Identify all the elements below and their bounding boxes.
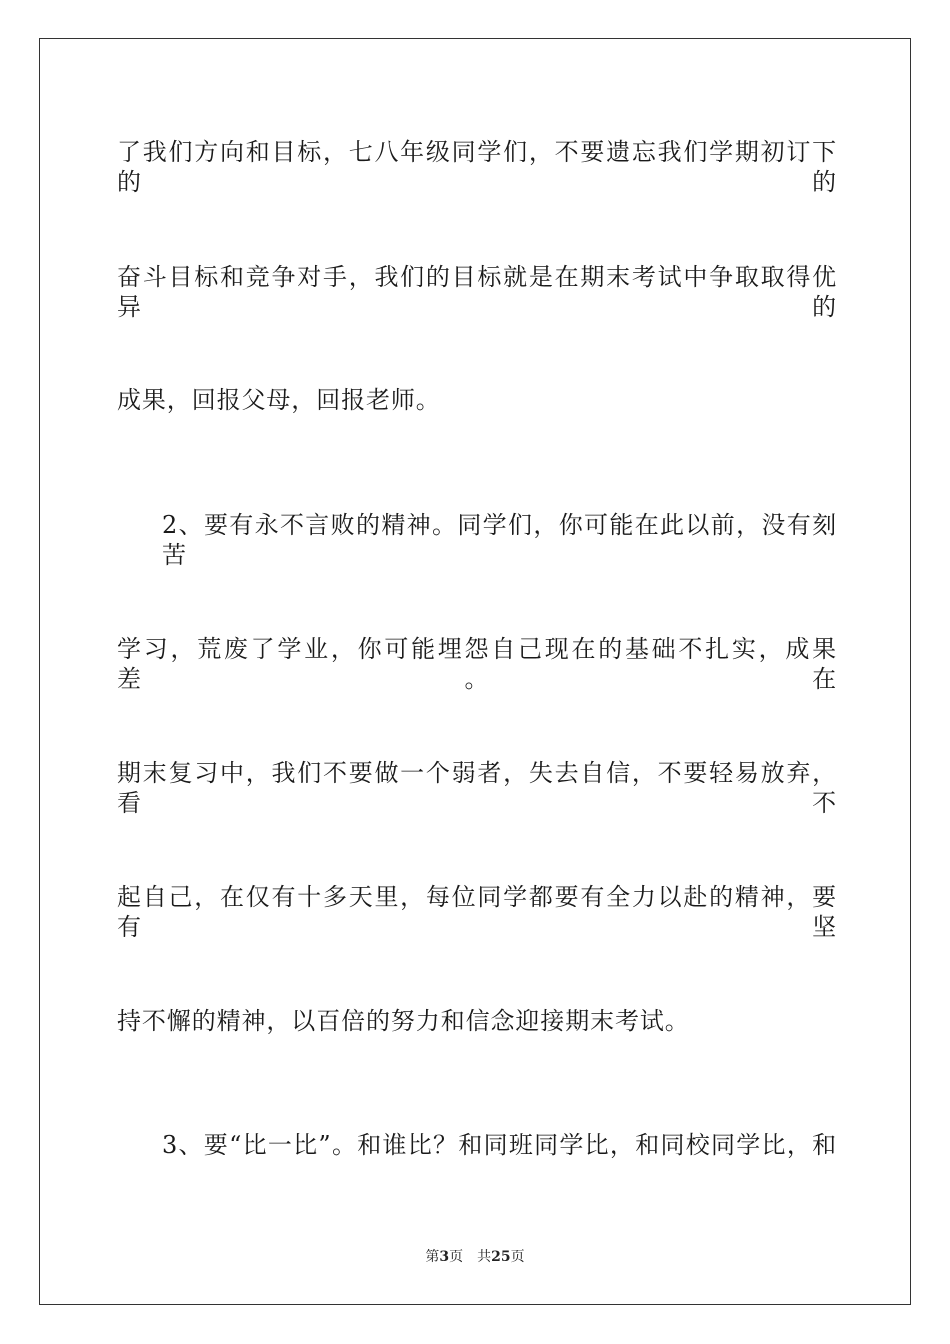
total-suffix: 页 xyxy=(510,1249,525,1265)
body-text-line: 起自己，在仅有十多天里，每位同学都要有全力以赴的精神，要有坚 xyxy=(117,883,837,941)
body-text-line: 学习，荒废了学业，你可能埋怨自己现在的基础不扎实，成果差。在 xyxy=(117,635,837,693)
body-text-line-indented: 3、要“比一比”。和谁比？和同班同学比，和同校同学比，和 xyxy=(162,1131,837,1159)
body-text-line-indented: 2、要有永不言败的精神。同学们，你可能在此以前，没有刻苦 xyxy=(162,511,837,569)
total-prefix: 共 xyxy=(477,1249,492,1265)
body-text-line: 成果，回报父母，回报老师。 xyxy=(117,386,441,414)
page-footer xyxy=(0,1248,950,1266)
total-pages: 25 xyxy=(491,1249,511,1265)
page-suffix: 页 xyxy=(449,1249,464,1265)
body-text-line: 持不懈的精神，以百倍的努力和信念迎接期末考试。 xyxy=(117,1007,690,1035)
body-text-line: 了我们方向和目标，七八年级同学们，不要遗忘我们学期初订下的的 xyxy=(117,138,837,196)
page-prefix: 第 xyxy=(425,1249,440,1265)
body-text-line: 期末复习中，我们不要做一个弱者，失去自信，不要轻易放弃，看不 xyxy=(117,759,837,817)
body-text-line: 奋斗目标和竞争对手，我们的目标就是在期末考试中争取取得优异的 xyxy=(117,263,837,321)
page-number: 3 xyxy=(439,1249,450,1265)
